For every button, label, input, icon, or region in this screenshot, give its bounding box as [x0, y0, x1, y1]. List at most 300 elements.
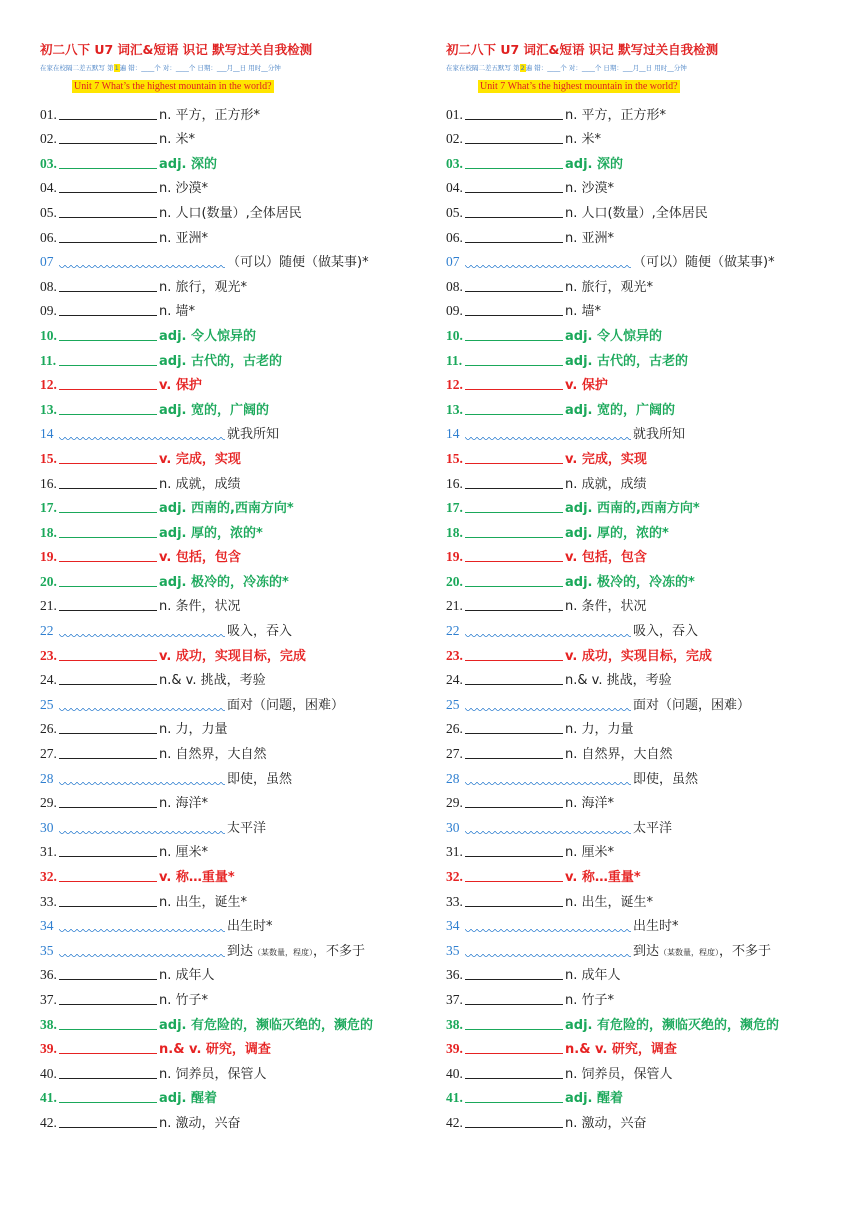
answer-blank[interactable]	[465, 670, 563, 685]
vocab-item	[446, 541, 846, 566]
answer-blank[interactable]	[59, 744, 157, 759]
definition-text: 到达	[227, 943, 254, 959]
item-number: 23.	[446, 647, 463, 663]
answer-blank[interactable]	[59, 449, 157, 464]
vocab-item	[446, 737, 846, 762]
answer-blank[interactable]	[465, 154, 563, 169]
vocab-item	[446, 1033, 846, 1058]
definition-text: n. 海洋*	[565, 796, 615, 812]
item-definition	[157, 448, 241, 467]
vocab-item	[446, 885, 846, 910]
vocab-item	[40, 934, 440, 959]
definition-text: n. 沙漠*	[159, 181, 209, 197]
definition-text: n. 成就，成绩	[565, 476, 647, 492]
item-number: 42.	[40, 1114, 57, 1130]
item-definition	[563, 399, 675, 418]
answer-blank[interactable]	[465, 990, 563, 1005]
item-definition	[157, 522, 263, 541]
item-definition	[563, 964, 621, 983]
answer-blank[interactable]	[465, 793, 563, 808]
item-definition	[157, 399, 269, 418]
answer-blank[interactable]	[59, 1088, 157, 1103]
unit-subtitle: Unit 7 What’s the highest mountain in the world?	[74, 81, 272, 92]
answer-blank[interactable]	[465, 178, 563, 193]
answer-blank[interactable]	[59, 326, 157, 341]
answer-blank[interactable]	[465, 253, 631, 269]
answer-blank[interactable]	[59, 990, 157, 1005]
vocab-item	[446, 369, 846, 394]
answer-blank[interactable]	[59, 719, 157, 734]
answer-blank[interactable]	[465, 965, 563, 980]
answer-blank[interactable]	[59, 351, 157, 366]
vocab-item	[446, 565, 846, 590]
definition-text: n. 平方，正方形*	[159, 107, 261, 123]
vocab-item	[40, 196, 440, 221]
definition-text: n. 米*	[159, 132, 196, 148]
answer-blank[interactable]	[59, 1064, 157, 1079]
vocab-item	[40, 344, 440, 369]
answer-blank[interactable]	[465, 917, 631, 933]
definition-text: 就我所知	[633, 427, 686, 443]
item-number: 32.	[40, 869, 57, 884]
item-definition	[631, 768, 698, 787]
item-number: 09.	[446, 303, 463, 319]
item-definition	[563, 153, 623, 172]
answer-blank[interactable]	[59, 178, 157, 193]
definition-text: n. 竹子*	[159, 992, 209, 1008]
answer-blank[interactable]	[59, 696, 225, 712]
definition-text: n. 墙*	[565, 304, 602, 320]
answer-blank[interactable]	[465, 449, 563, 464]
answer-blank[interactable]	[59, 867, 157, 882]
answer-blank[interactable]	[465, 523, 563, 538]
answer-blank[interactable]	[59, 770, 225, 786]
vocab-item	[40, 885, 440, 910]
item-number: 41.	[446, 1090, 463, 1106]
vocab-item	[40, 565, 440, 590]
worksheet-column-right	[446, 40, 846, 1131]
vocab-item	[40, 295, 440, 320]
meta-prefix: 在家在校隔二差五默写 第	[40, 64, 114, 72]
vocab-item	[40, 910, 440, 935]
vocab-item	[446, 295, 846, 320]
answer-blank[interactable]	[465, 301, 563, 316]
item-definition	[563, 276, 653, 295]
item-definition	[157, 595, 241, 614]
worksheet-meta	[446, 58, 846, 74]
item-number: 39.	[40, 1041, 57, 1057]
answer-blank[interactable]	[465, 696, 631, 712]
answer-blank[interactable]	[59, 277, 157, 292]
answer-blank[interactable]	[465, 842, 563, 857]
vocab-item	[446, 418, 846, 443]
item-number: 30	[40, 819, 54, 835]
item-definition	[563, 177, 614, 196]
vocab-item	[446, 492, 846, 517]
answer-blank[interactable]	[59, 228, 157, 243]
definition-text: 太平洋	[227, 820, 267, 836]
answer-blank[interactable]	[465, 1113, 563, 1128]
item-number: 07	[40, 254, 54, 270]
vocab-item	[40, 860, 440, 885]
definition-text: n. 平方，正方形*	[565, 107, 667, 123]
round-count: 1	[114, 64, 119, 72]
definition-text: adj. 古代的，古老的	[565, 353, 688, 369]
item-number: 38.	[446, 1016, 463, 1032]
item-number: 41.	[40, 1090, 57, 1106]
item-number: 11.	[446, 352, 463, 368]
definition-text: adj. 醒着	[565, 1091, 623, 1107]
answer-blank[interactable]	[59, 1015, 157, 1030]
answer-blank[interactable]	[465, 1039, 563, 1054]
item-number: 40.	[40, 1065, 57, 1081]
answer-blank[interactable]	[465, 326, 563, 341]
answer-blank[interactable]	[465, 867, 563, 882]
definition-text: v. 完成，实现	[565, 451, 647, 467]
item-number: 19.	[40, 549, 57, 565]
answer-blank[interactable]	[59, 523, 157, 538]
vocab-item	[446, 1106, 846, 1131]
vocab-item	[446, 664, 846, 689]
definition-text: 面对（问题，困难）	[633, 697, 751, 713]
answer-blank[interactable]	[465, 596, 563, 611]
vocab-item	[446, 590, 846, 615]
definition-text: v. 完成，实现	[159, 451, 241, 467]
definition-text: n. 竹子*	[565, 992, 615, 1008]
vocab-item	[40, 983, 440, 1008]
vocab-item	[40, 541, 440, 566]
answer-blank[interactable]	[465, 129, 563, 144]
item-number: 38.	[40, 1016, 57, 1032]
item-definition	[157, 1087, 217, 1106]
answer-blank[interactable]	[59, 375, 157, 390]
item-definition	[563, 743, 673, 762]
vocab-item	[40, 516, 440, 541]
item-number: 35	[446, 942, 460, 958]
vocab-item	[446, 319, 846, 344]
item-number: 36.	[446, 967, 463, 983]
vocab-item	[446, 467, 846, 492]
answer-blank[interactable]	[465, 351, 563, 366]
item-definition	[563, 571, 695, 590]
answer-blank[interactable]	[59, 793, 157, 808]
item-definition	[157, 891, 247, 910]
vocab-item	[446, 123, 846, 148]
answer-blank[interactable]	[465, 646, 563, 661]
item-number: 01.	[446, 106, 463, 122]
answer-blank[interactable]	[59, 892, 157, 907]
item-number: 02.	[446, 131, 463, 147]
definition-text: adj. 令人惊异的	[159, 328, 256, 344]
definition-text: （可以）随便（做某事)*	[227, 255, 369, 271]
answer-blank[interactable]	[465, 622, 631, 638]
definition-text: n. 海洋*	[159, 796, 209, 812]
item-definition	[563, 497, 700, 516]
definition-text: n. 人口(数量）,全体居民	[159, 205, 302, 221]
item-number: 37.	[446, 991, 463, 1007]
vocab-item	[40, 614, 440, 639]
definition-text: adj. 醒着	[159, 1091, 217, 1107]
item-number: 14	[40, 426, 54, 442]
item-definition	[631, 620, 698, 639]
definition-text: 即使，虽然	[227, 771, 293, 787]
vocab-item	[446, 1008, 846, 1033]
answer-blank[interactable]	[59, 596, 157, 611]
definition-text: 面对（问题，困难）	[227, 697, 345, 713]
vocab-item	[446, 811, 846, 836]
item-definition	[225, 251, 369, 270]
answer-blank[interactable]	[59, 547, 157, 562]
item-number: 11.	[40, 352, 57, 368]
vocab-item	[40, 270, 440, 295]
item-number: 21.	[446, 598, 463, 614]
answer-blank[interactable]	[59, 1113, 157, 1128]
worksheet-meta	[40, 58, 440, 74]
item-number: 23.	[40, 647, 57, 663]
item-definition	[563, 891, 653, 910]
answer-blank[interactable]	[465, 770, 631, 786]
item-number: 05.	[40, 204, 57, 220]
answer-blank[interactable]	[59, 1039, 157, 1054]
answer-blank[interactable]	[465, 228, 563, 243]
item-number: 14	[446, 426, 460, 442]
vocab-item	[446, 270, 846, 295]
definition-text: n. 条件，状况	[159, 599, 241, 615]
definition-text: 即使，虽然	[633, 771, 699, 787]
item-definition	[157, 645, 306, 664]
definition-text: n. 旅行，观光*	[159, 279, 248, 295]
definition-text: n. 出生，诞生*	[159, 894, 248, 910]
vocab-item	[446, 1082, 846, 1107]
answer-blank[interactable]	[465, 1088, 563, 1103]
vocab-item	[446, 762, 846, 787]
answer-blank[interactable]	[465, 277, 563, 292]
answer-blank[interactable]	[465, 942, 631, 958]
answer-blank[interactable]	[465, 400, 563, 415]
item-number: 01.	[40, 106, 57, 122]
item-number: 36.	[40, 967, 57, 983]
answer-blank[interactable]	[59, 942, 225, 958]
unit-subtitle: Unit 7 What’s the highest mountain in the world?	[480, 81, 678, 92]
item-number: 40.	[446, 1065, 463, 1081]
definition-text: v. 成功，实现目标，完成	[159, 648, 306, 664]
answer-blank[interactable]	[465, 572, 563, 587]
item-number: 33.	[446, 893, 463, 909]
definition-text: n. 亚洲*	[159, 230, 209, 246]
item-number: 24.	[446, 672, 463, 688]
vocab-item	[40, 737, 440, 762]
item-number: 07	[446, 254, 460, 270]
definition-note: （某数量，程度）	[659, 947, 720, 957]
item-number: 05.	[446, 204, 463, 220]
answer-blank[interactable]	[59, 129, 157, 144]
vocab-item	[446, 910, 846, 935]
definition-text: n. 力，力量	[159, 722, 228, 738]
item-number: 25	[446, 696, 460, 712]
answer-blank[interactable]	[59, 400, 157, 415]
definition-text: （可以）随便（做某事)*	[633, 255, 775, 271]
item-number: 24.	[40, 672, 57, 688]
vocab-list	[40, 98, 440, 1131]
item-number: 04.	[446, 180, 463, 196]
definition-text: n.& v. 挑战，考验	[159, 673, 266, 689]
definition-text: adj. 厚的，浓的*	[159, 525, 263, 541]
answer-blank[interactable]	[465, 819, 631, 835]
item-number: 42.	[446, 1114, 463, 1130]
item-definition	[157, 497, 294, 516]
answer-blank[interactable]	[465, 892, 563, 907]
item-number: 30	[446, 819, 460, 835]
item-definition	[157, 1014, 373, 1033]
item-definition	[563, 595, 647, 614]
answer-blank[interactable]	[465, 474, 563, 489]
vocab-item	[40, 492, 440, 517]
item-definition	[563, 350, 688, 369]
definition-text: adj. 极冷的，冷冻的*	[159, 574, 289, 590]
item-definition	[157, 792, 208, 811]
vocab-item	[446, 983, 846, 1008]
definition-text: n. 米*	[565, 132, 602, 148]
item-definition	[225, 915, 273, 934]
item-number: 21.	[40, 598, 57, 614]
vocab-item	[40, 369, 440, 394]
answer-blank[interactable]	[59, 819, 225, 835]
answer-blank[interactable]	[465, 1064, 563, 1079]
definition-text: v. 成功，实现目标，完成	[565, 648, 712, 664]
item-number: 27.	[446, 746, 463, 762]
vocab-item	[446, 98, 846, 123]
answer-blank[interactable]	[59, 646, 157, 661]
item-number: 28	[40, 770, 54, 786]
item-number: 33.	[40, 893, 57, 909]
definition-text: n. 人口(数量）,全体居民	[565, 205, 708, 221]
answer-blank[interactable]	[59, 572, 157, 587]
definition-text: n.& v. 研究，调查	[565, 1042, 677, 1058]
definition-text: n. 旅行，观光*	[565, 279, 654, 295]
definition-text: adj. 深的	[565, 156, 623, 172]
item-number: 32.	[446, 869, 463, 884]
item-number: 37.	[40, 991, 57, 1007]
vocab-item	[446, 1057, 846, 1082]
item-definition	[157, 276, 247, 295]
item-number: 17.	[40, 500, 57, 516]
answer-blank[interactable]	[59, 253, 225, 269]
item-definition	[225, 817, 266, 836]
item-definition	[563, 128, 601, 147]
item-number: 18.	[446, 524, 463, 540]
item-definition	[157, 350, 282, 369]
item-number: 22	[446, 623, 460, 639]
answer-blank[interactable]	[59, 670, 157, 685]
definition-text: n.& v. 研究，调查	[159, 1042, 271, 1058]
definition-text: n. 亚洲*	[565, 230, 615, 246]
answer-blank[interactable]	[465, 375, 563, 390]
vocab-item	[40, 1008, 440, 1033]
vocab-item	[446, 614, 846, 639]
answer-blank[interactable]	[465, 498, 563, 513]
meta-suffix: 遍 错：____个 对：____个 日期：___月__日 用时__分钟	[119, 64, 281, 72]
answer-blank[interactable]	[465, 203, 563, 218]
definition-text: n. 成年人	[159, 968, 215, 984]
answer-blank[interactable]	[59, 842, 157, 857]
answer-blank[interactable]	[59, 154, 157, 169]
item-number: 20.	[40, 573, 57, 589]
answer-blank[interactable]	[59, 301, 157, 316]
definition-text: v. 保护	[565, 378, 608, 394]
definition-text: 出生时*	[633, 919, 679, 935]
item-definition	[157, 325, 256, 344]
answer-blank[interactable]	[59, 498, 157, 513]
definition-text: v. 保护	[159, 378, 202, 394]
item-number: 19.	[446, 549, 463, 565]
vocab-item	[446, 688, 846, 713]
definition-text: adj. 深的	[159, 156, 217, 172]
meta-prefix: 在家在校隔二差五默写 第	[446, 64, 520, 72]
definition-text: n. 激动，兴奋	[159, 1115, 241, 1131]
definition-text: 就我所知	[227, 427, 280, 443]
definition-tail: ，不多于	[313, 943, 366, 959]
item-definition	[563, 300, 601, 319]
definition-text: n. 成年人	[565, 968, 621, 984]
item-definition	[157, 1063, 267, 1082]
definition-text: 吸入，吞入	[633, 624, 699, 640]
item-definition	[225, 940, 365, 959]
vocab-list	[446, 98, 846, 1131]
answer-blank[interactable]	[59, 105, 157, 120]
definition-text: n. 厘米*	[159, 845, 209, 861]
item-definition	[563, 1038, 677, 1057]
item-definition	[563, 1112, 647, 1131]
definition-text: n.& v. 挑战，考验	[565, 673, 672, 689]
definition-text: n. 饲养员，保管人	[565, 1066, 673, 1082]
vocab-item	[446, 196, 846, 221]
vocab-item	[40, 172, 440, 197]
item-definition	[563, 989, 614, 1008]
item-number: 09.	[40, 303, 57, 319]
item-definition	[157, 866, 235, 885]
definition-text: 吸入，吞入	[227, 624, 293, 640]
answer-blank[interactable]	[465, 744, 563, 759]
definition-text: 到达	[633, 943, 660, 959]
answer-blank[interactable]	[465, 105, 563, 120]
vocab-item	[40, 959, 440, 984]
answer-blank[interactable]	[59, 425, 225, 441]
vocab-item	[446, 221, 846, 246]
answer-blank[interactable]	[465, 719, 563, 734]
item-definition	[157, 128, 195, 147]
answer-blank[interactable]	[59, 965, 157, 980]
answer-blank[interactable]	[465, 425, 631, 441]
definition-text: 出生时*	[227, 919, 273, 935]
item-definition	[563, 522, 669, 541]
vocab-item	[40, 1033, 440, 1058]
answer-blank[interactable]	[59, 474, 157, 489]
vocab-item	[446, 639, 846, 664]
item-number: 12.	[446, 377, 463, 393]
definition-text: v. 称…重量*	[159, 870, 235, 885]
answer-blank[interactable]	[59, 622, 225, 638]
item-definition	[563, 202, 708, 221]
answer-blank[interactable]	[59, 917, 225, 933]
definition-tail: ，不多于	[719, 943, 772, 959]
answer-blank[interactable]	[59, 203, 157, 218]
vocab-item	[446, 959, 846, 984]
vocab-item	[40, 836, 440, 861]
vocab-item	[446, 246, 846, 271]
answer-blank[interactable]	[465, 547, 563, 562]
answer-blank[interactable]	[465, 1015, 563, 1030]
definition-text: adj. 西南的,西南方向*	[159, 501, 294, 517]
